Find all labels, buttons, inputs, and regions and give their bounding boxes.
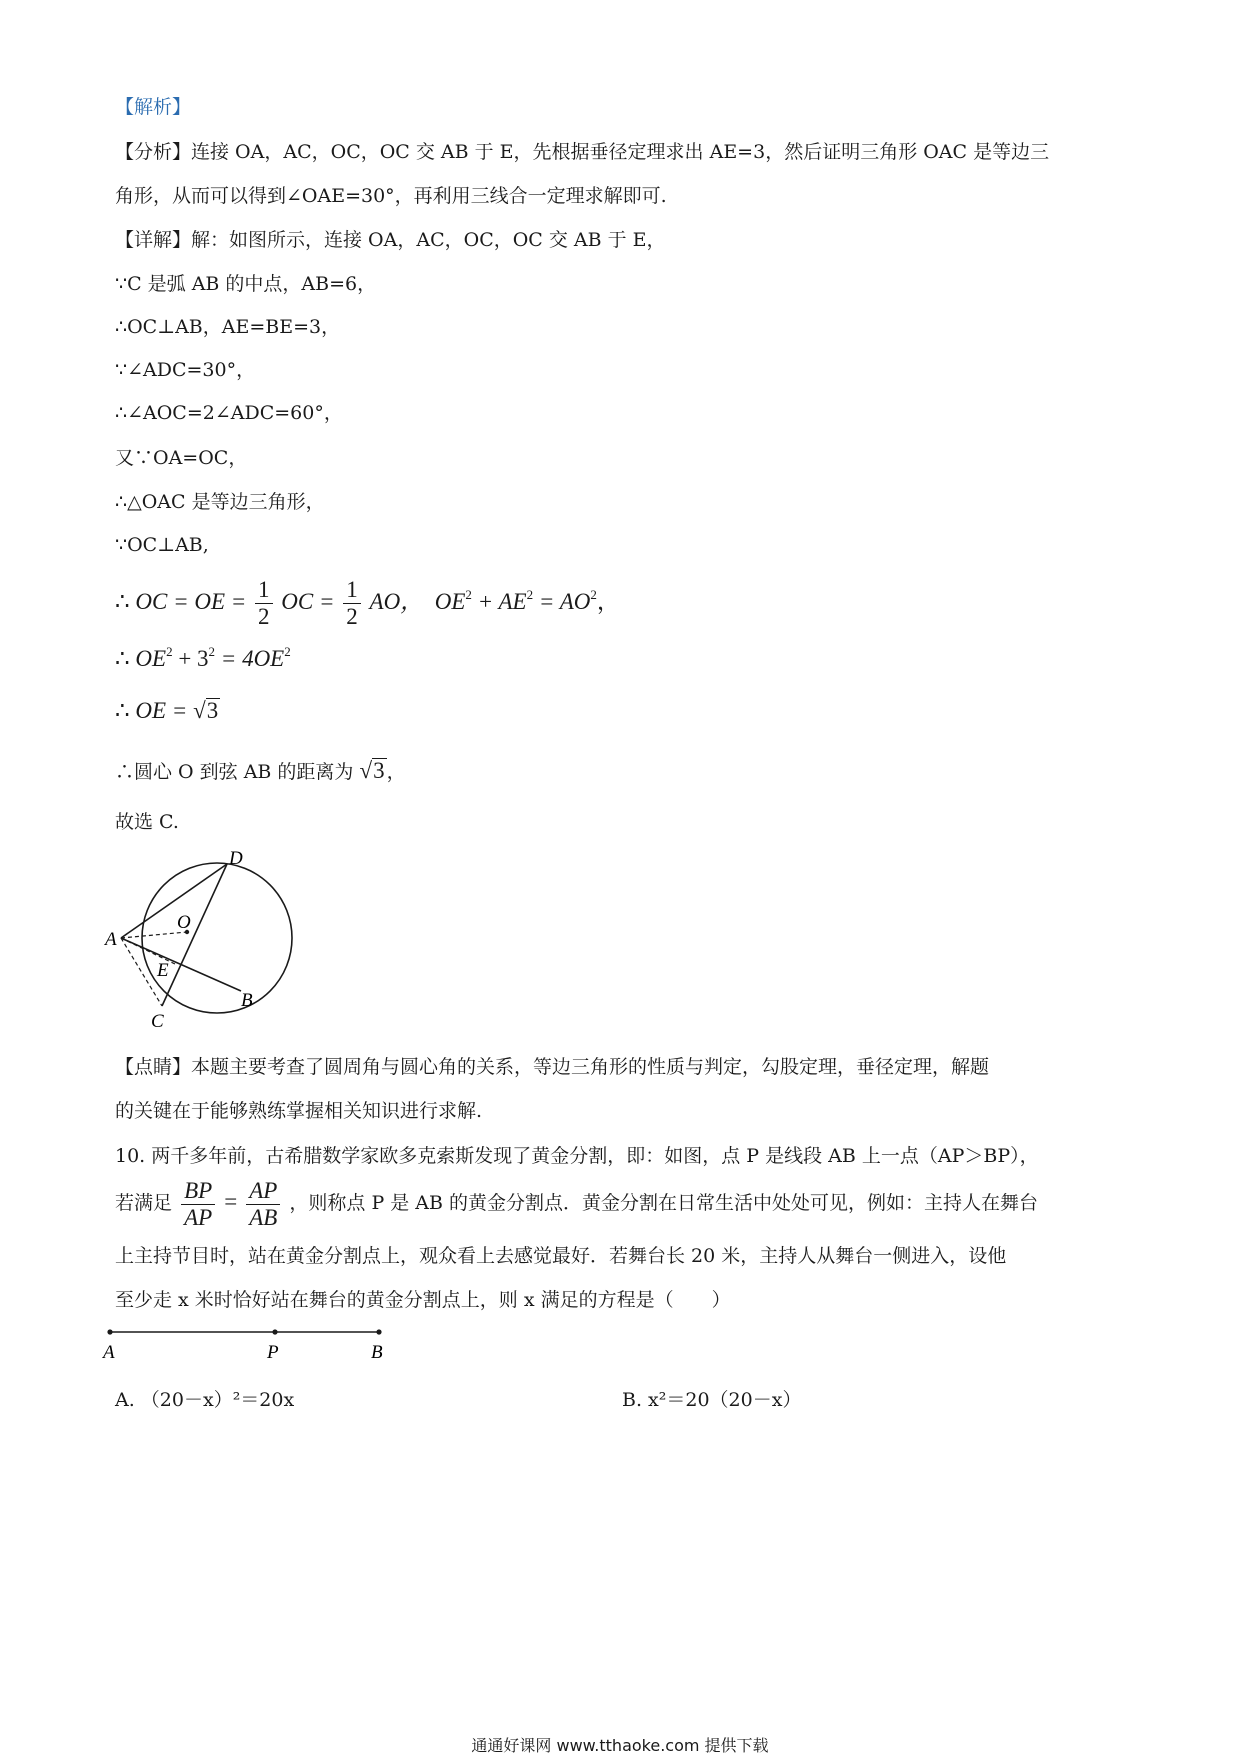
- sqrt-sign-icon: √: [193, 698, 206, 723]
- equation-2: [115, 640, 291, 671]
- q10-frac2-num: AP: [246, 1178, 280, 1205]
- eq2-a: OE: [135, 646, 167, 671]
- answer-line: 故选 C.: [115, 811, 179, 833]
- eq1-sup-1: 2: [465, 587, 472, 602]
- q10-fraction-2: [246, 1178, 280, 1231]
- eq1-fraction-1: [255, 577, 273, 630]
- detail-step-6: ∴△OAC 是等边三角形，: [115, 491, 325, 513]
- detail-step-4: ∴∠AOC=2∠ADC=60°，: [115, 402, 343, 424]
- section-header: 【解析】: [115, 96, 192, 118]
- chord-dc: [162, 864, 227, 1006]
- detail-intro: [115, 228, 666, 252]
- label-o: O: [177, 912, 191, 933]
- comment-text-1: 本题主要考查了圆周角与圆心角的关系，等边三角形的性质与判定，勾股定理，垂径定理，解题: [191, 1056, 990, 1078]
- option-b[interactable]: B. x²＝20（20－x）: [622, 1389, 802, 1411]
- label-c: C: [151, 1011, 164, 1032]
- eq1-part-6: = AO: [538, 589, 591, 614]
- label-a: A: [105, 929, 117, 950]
- eq1-part-5: + AE: [477, 589, 527, 614]
- conclusion-text: ∴圆心 O 到弦 AB 的距离为: [115, 761, 354, 783]
- question-10-line-1: 10. 两千多年前，古希腊数学家欧多克索斯发现了黄金分割，即：如图，点 P 是线段 AB 上一点（AP＞BP），: [115, 1145, 1039, 1167]
- point-a: [107, 1329, 112, 1334]
- eq1-therefore: ∴: [115, 589, 130, 614]
- q10-frac2-den: AB: [249, 1204, 278, 1230]
- question-10-line-2: [115, 1172, 1038, 1233]
- segment-figure: [105, 1318, 405, 1368]
- eq2-therefore: ∴: [115, 646, 130, 671]
- label-b: B: [241, 990, 253, 1011]
- equation-3: [115, 698, 220, 723]
- circle-figure: [105, 850, 305, 1040]
- eq3-lhs: OE =: [135, 698, 188, 723]
- q10-suffix: ，则称点 P 是 AB 的黄金分割点．黄金分割在日常生活中处处可见，例如：主持人在舞台: [289, 1192, 1039, 1214]
- detail-step-1: ∵C 是弧 AB 的中点，AB=6，: [115, 273, 377, 295]
- eq1-frac1-num: 1: [255, 577, 273, 604]
- conclusion-end: ，: [386, 761, 406, 783]
- eq1-fraction-2: [343, 577, 361, 630]
- label-seg-a: A: [103, 1342, 115, 1363]
- eq2-c: = 4OE: [220, 646, 285, 671]
- analysis-line-2: 角形，从而可以得到∠OAE=30°，再利用三线合一定理求解即可.: [115, 185, 667, 207]
- label-seg-p: P: [267, 1342, 279, 1363]
- label-e: E: [157, 960, 169, 981]
- comment-line-1: [115, 1055, 989, 1079]
- detail-step-2: ∴OC⊥AB，AE=BE=3，: [115, 316, 341, 338]
- q10-fraction-1: [181, 1178, 215, 1231]
- label-seg-b: B: [371, 1342, 383, 1363]
- footer: 通通好课网 www.tthaoke.com 提供下载: [471, 1736, 769, 1755]
- eq3-root: 3: [206, 698, 219, 723]
- eq1-frac2-den: 2: [346, 604, 358, 630]
- eq1-part-1: OC = OE =: [135, 589, 247, 614]
- eq3-therefore: ∴: [115, 698, 130, 723]
- point-p: [272, 1329, 277, 1334]
- detail-intro-text: 解：如图所示，连接 OA，AC，OC，OC 交 AB 于 E，: [191, 229, 666, 251]
- sqrt-sign-icon: √: [359, 758, 373, 783]
- q10-prefix: 若满足: [115, 1192, 173, 1214]
- eq1-part-4: OE: [434, 589, 466, 614]
- detail-step-7: ∵OC⊥AB,: [115, 534, 209, 556]
- eq2-sup-2: 2: [208, 644, 216, 659]
- eq1-frac2-num: 1: [343, 577, 361, 604]
- eq1-end: ，: [596, 589, 620, 614]
- label-d: D: [229, 848, 243, 869]
- analysis-tag: 【分析】: [115, 141, 192, 163]
- analysis-text-1: 连接 OA，AC，OC，OC 交 AB 于 E，先根据垂径定理求出 AE=3，然后证明三角形 OAC 是等边三: [191, 141, 1050, 163]
- q10-frac1-num: BP: [181, 1178, 215, 1205]
- point-b: [376, 1329, 381, 1334]
- comment-line-2: 的关键在于能够熟练掌握相关知识进行求解.: [115, 1100, 483, 1122]
- conclusion-line: [115, 758, 406, 784]
- question-10-line-3: 上主持节目时，站在黄金分割点上，观众看上去感觉最好．若舞台长 20 米，主持人从舞台一侧进入，设他: [115, 1245, 1007, 1267]
- q10-equals: =: [224, 1189, 238, 1214]
- chord-ab: [121, 938, 241, 991]
- question-10-line-4: 至少走 x 米时恰好站在舞台的黄金分割点上，则 x 满足的方程是（ ）: [115, 1289, 731, 1311]
- eq1-sup-3: 2: [590, 587, 597, 602]
- detail-step-5: 又∵OA=OC，: [115, 447, 248, 469]
- q10-frac1-den: AP: [184, 1204, 213, 1230]
- equation-1: [115, 565, 620, 632]
- comment-tag: 【点睛】: [115, 1056, 192, 1078]
- eq2-sup-3: 2: [284, 644, 291, 659]
- option-a[interactable]: A. （20－x）²＝20x: [115, 1389, 295, 1411]
- eq1-frac1-den: 2: [258, 604, 270, 630]
- eq1-part-3: AO，: [369, 589, 424, 614]
- conclusion-root: 3: [373, 758, 385, 783]
- eq1-part-2: OC =: [281, 589, 335, 614]
- detail-tag: 【详解】: [115, 229, 192, 251]
- detail-step-3: ∵∠ADC=30°，: [115, 359, 256, 381]
- analysis-line-1: [115, 140, 1049, 164]
- eq2-b: + 3: [178, 646, 209, 671]
- eq1-sup-2: 2: [526, 587, 534, 602]
- eq2-sup-1: 2: [166, 644, 173, 659]
- chord-ad: [121, 864, 227, 938]
